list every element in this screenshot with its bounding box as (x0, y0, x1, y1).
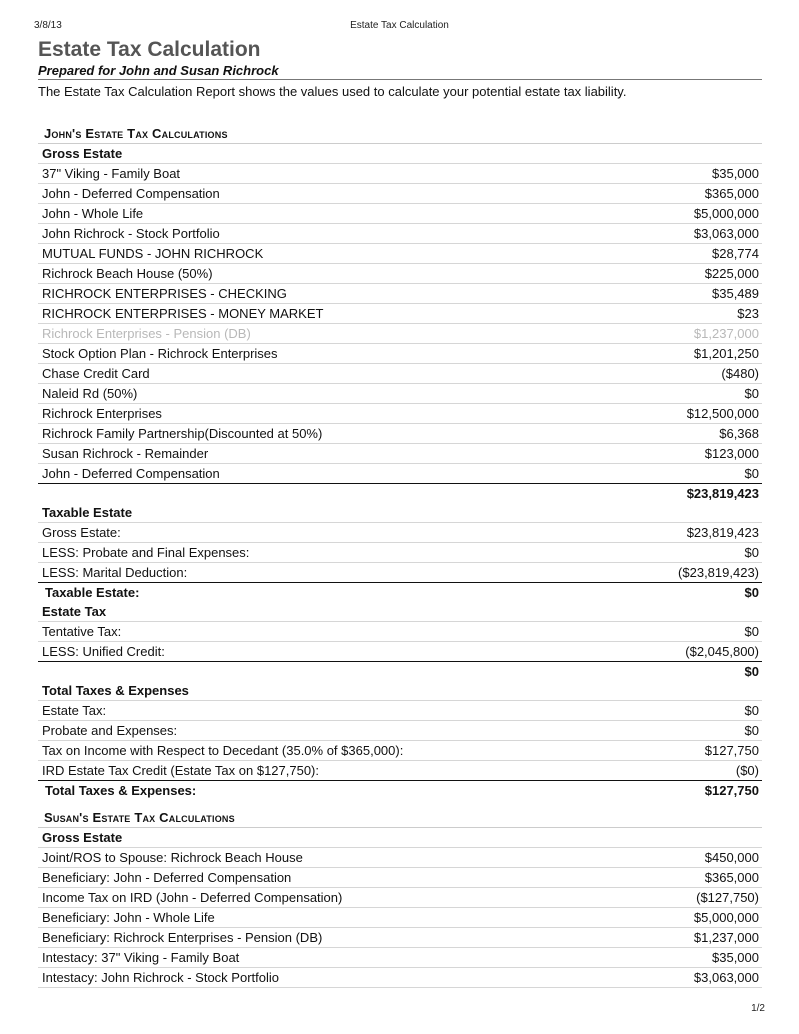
document-subtitle: Prepared for John and Susan Richrock (38, 63, 762, 80)
row-label: Richrock Beach House (50%) (42, 266, 213, 281)
row-label: RICHROCK ENTERPRISES - CHECKING (42, 286, 287, 301)
total-label: Total Taxes & Expenses: (45, 783, 197, 798)
row-label: Intestacy: 37" Viking - Family Boat (42, 950, 240, 965)
table-row (38, 721, 762, 741)
row-value: $6,368 (719, 426, 759, 441)
total-value: $23,819,423 (686, 486, 759, 501)
john-total-taxes-total (38, 781, 762, 800)
row-label: LESS: Marital Deduction: (42, 565, 188, 580)
row-value: ($23,819,423) (678, 565, 759, 580)
document-description: The Estate Tax Calculation Report shows the values used to calculate your potential estate tax liability. (38, 84, 627, 99)
total-label: Taxable Estate: (45, 585, 140, 600)
row-label: RICHROCK ENTERPRISES - MONEY MARKET (42, 306, 324, 321)
total-value: $127,750 (704, 783, 759, 798)
table-row (38, 622, 762, 642)
row-label: Richrock Enterprises - Pension (DB) (42, 326, 251, 341)
table-row (38, 563, 762, 583)
table-row (38, 164, 762, 184)
table-row (38, 324, 762, 344)
table-row (38, 224, 762, 244)
table-row (38, 424, 762, 444)
total-value: $0 (744, 585, 759, 600)
row-value: $1,237,000 (693, 326, 759, 341)
john-gross-estate-heading-text: Gross Estate (42, 146, 123, 161)
john-taxable-estate-heading (38, 503, 762, 523)
table-row (38, 184, 762, 204)
table-row (38, 404, 762, 424)
row-value: $0 (744, 545, 759, 560)
row-label: Intestacy: John Richrock - Stock Portfolio (42, 970, 279, 985)
row-value: $365,000 (704, 186, 759, 201)
table-row (38, 928, 762, 948)
row-label: LESS: Unified Credit: (42, 644, 165, 659)
row-value: $0 (744, 723, 759, 738)
row-value: ($0) (735, 763, 759, 778)
row-label: John - Whole Life (42, 206, 144, 221)
row-value: $1,237,000 (693, 930, 759, 945)
table-row (38, 701, 762, 721)
row-value: $225,000 (704, 266, 759, 281)
row-value: $5,000,000 (693, 206, 759, 221)
row-label: Gross Estate: (42, 525, 121, 540)
table-row (38, 364, 762, 384)
total-value: $0 (744, 664, 759, 679)
estate-tax-heading-text: Estate Tax (42, 604, 107, 619)
table-row (38, 948, 762, 968)
row-label: Richrock Family Partnership(Discounted at 50%) (42, 426, 323, 441)
row-label: Naleid Rd (50%) (42, 386, 138, 401)
table-row (38, 642, 762, 662)
table-row (38, 444, 762, 464)
john-gross-estate-total (38, 484, 762, 503)
row-value: $5,000,000 (693, 910, 759, 925)
print-date: 3/8/13 (34, 20, 62, 31)
row-label: Susan Richrock - Remainder (42, 446, 209, 461)
row-value: $3,063,000 (693, 970, 759, 985)
john-gross-estate-heading (38, 144, 762, 164)
row-value: $12,500,000 (686, 406, 759, 421)
table-row (38, 464, 762, 484)
row-value: $35,000 (712, 166, 759, 181)
row-value: $450,000 (704, 850, 759, 865)
table-row (38, 304, 762, 324)
table-row (38, 264, 762, 284)
table-row (38, 284, 762, 304)
row-label: John Richrock - Stock Portfolio (42, 226, 220, 241)
row-value: ($480) (721, 366, 759, 381)
row-label: Tax on Income with Respect to Decedant (35.0% of $365,000): (42, 743, 404, 758)
row-value: $0 (744, 386, 759, 401)
table-row (38, 908, 762, 928)
row-value: $35,000 (712, 950, 759, 965)
row-value: $23,819,423 (686, 525, 759, 540)
row-value: $0 (744, 703, 759, 718)
table-row (38, 888, 762, 908)
row-label: Beneficiary: John - Deferred Compensation (42, 870, 292, 885)
row-label: Richrock Enterprises (42, 406, 162, 421)
susan-section-title-text: Susan's Estate Tax Calculations (44, 810, 235, 825)
row-label: Beneficiary: John - Whole Life (42, 910, 215, 925)
table-row (38, 868, 762, 888)
row-label: Beneficiary: Richrock Enterprises - Pension (DB) (42, 930, 323, 945)
row-value: $0 (744, 624, 759, 639)
row-value: $365,000 (704, 870, 759, 885)
row-label: Stock Option Plan - Richrock Enterprises (42, 346, 278, 361)
john-total-taxes-heading (38, 681, 762, 701)
john-section-title (38, 124, 762, 144)
john-estate-tax-heading (38, 602, 762, 622)
table-row (38, 523, 762, 543)
row-label: John - Deferred Compensation (42, 466, 220, 481)
john-taxable-estate-total (38, 583, 762, 602)
table-row (38, 543, 762, 563)
total-taxes-heading-text: Total Taxes & Expenses (42, 683, 189, 698)
page-number: 1/2 (751, 1003, 765, 1014)
row-label: Income Tax on IRD (John - Deferred Compensation) (42, 890, 343, 905)
row-label: Chase Credit Card (42, 366, 150, 381)
row-value: ($2,045,800) (685, 644, 759, 659)
john-section-title-text: John's Estate Tax Calculations (44, 126, 228, 141)
row-label: Joint/ROS to Spouse: Richrock Beach House (42, 850, 303, 865)
row-value: $3,063,000 (693, 226, 759, 241)
susan-calculations (38, 808, 762, 988)
row-value: $28,774 (712, 246, 759, 261)
table-row (38, 344, 762, 364)
row-label: Tentative Tax: (42, 624, 122, 639)
row-label: John - Deferred Compensation (42, 186, 220, 201)
table-row (38, 848, 762, 868)
row-label: LESS: Probate and Final Expenses: (42, 545, 250, 560)
susan-gross-estate-heading (38, 828, 762, 848)
row-label: Estate Tax: (42, 703, 107, 718)
john-calculations (38, 124, 762, 800)
row-value: $35,489 (712, 286, 759, 301)
row-label: IRD Estate Tax Credit (Estate Tax on $127,750): (42, 763, 319, 778)
row-label: Probate and Expenses: (42, 723, 178, 738)
row-value: $127,750 (704, 743, 759, 758)
row-value: $0 (744, 466, 759, 481)
row-label: MUTUAL FUNDS - JOHN RICHROCK (42, 246, 264, 261)
susan-section-title (38, 808, 762, 828)
print-header-title: Estate Tax Calculation (350, 20, 449, 31)
susan-gross-estate-heading-text: Gross Estate (42, 830, 123, 845)
document-title: Estate Tax Calculation (38, 38, 261, 61)
table-row (38, 204, 762, 224)
row-value: $23 (737, 306, 759, 321)
taxable-estate-heading-text: Taxable Estate (42, 505, 133, 520)
table-row (38, 244, 762, 264)
table-row (38, 384, 762, 404)
table-row (38, 741, 762, 761)
john-estate-tax-total (38, 662, 762, 681)
john-gross-estate-rows (38, 164, 762, 484)
table-row (38, 968, 762, 988)
row-value: $123,000 (704, 446, 759, 461)
row-value: $1,201,250 (693, 346, 759, 361)
row-value: ($127,750) (696, 890, 759, 905)
row-label: 37" Viking - Family Boat (42, 166, 181, 181)
table-row (38, 761, 762, 781)
